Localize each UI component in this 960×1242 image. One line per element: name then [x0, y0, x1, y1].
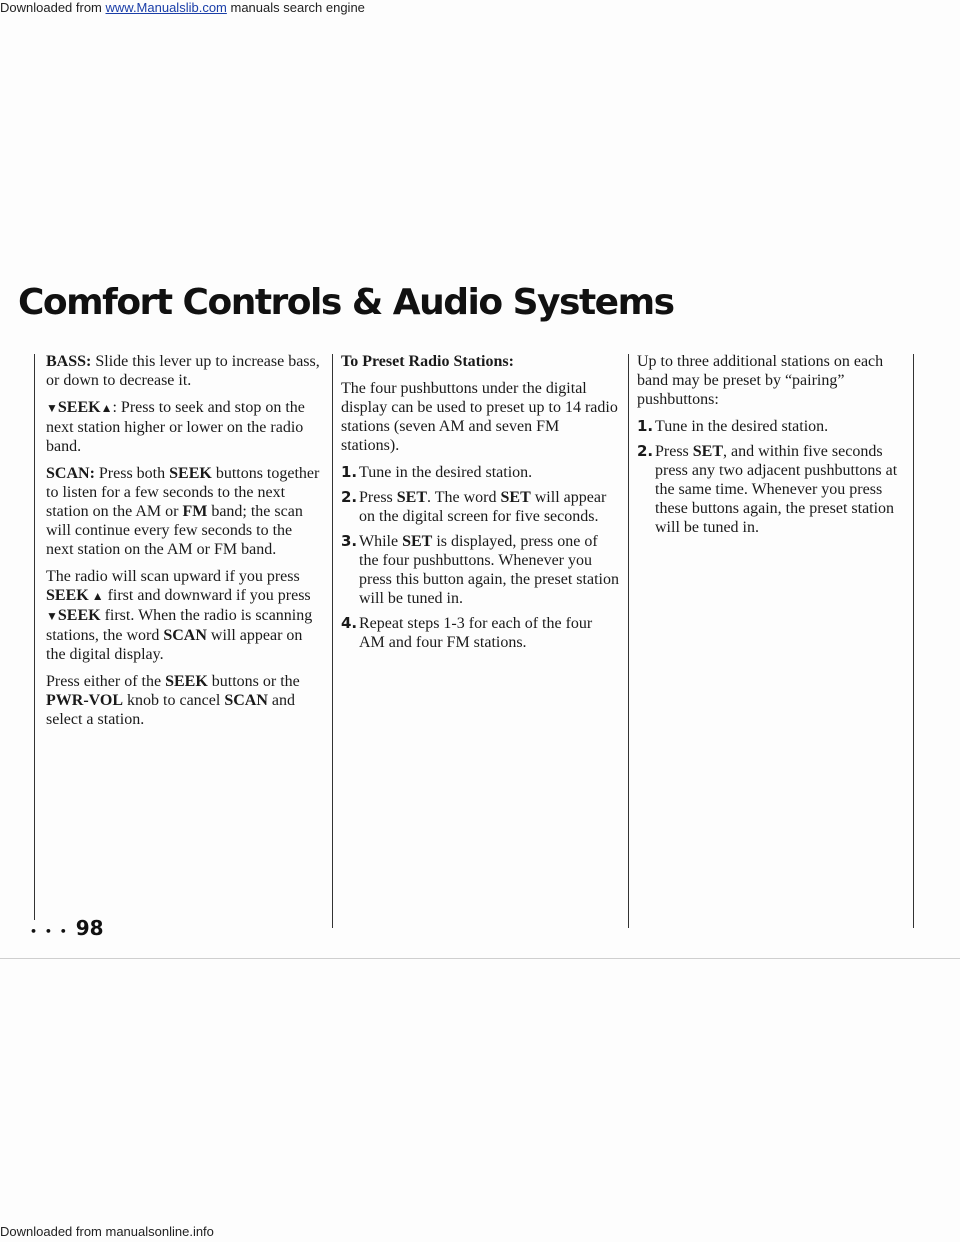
cancel-scan-paragraph: Press either of the SEEK buttons or the PWR-VOL knob to cancel SCAN and select a station.: [46, 673, 300, 728]
column-right: [637, 352, 909, 543]
preset-steps: [341, 463, 621, 652]
page-number: • • • 98: [30, 916, 104, 940]
list-item: 1. Tune in the desired station.: [637, 417, 829, 435]
list-item: 1. Tune in the desired station.: [341, 463, 533, 481]
download-source-header: Downloaded from www.Manualslib.com manuals search engine: [0, 0, 365, 15]
preset-intro: The four pushbuttons under the digital display can be used to preset up to 14 radio stations (seven AM and seven FM stations).: [341, 380, 618, 454]
list-item: 4. Repeat steps 1-3 for each of the four AM and four FM stations.: [341, 614, 593, 651]
page-divider: [0, 958, 960, 959]
column-rule-right-inner: [628, 354, 629, 928]
down-arrow-icon: ▼: [46, 401, 58, 415]
column-rule-right-outer: [913, 354, 914, 928]
preset-heading: To Preset Radio Stations:: [341, 353, 514, 370]
scan-direction-paragraph: The radio will scan upward if you press SEEK ▲ first and downward if you press ▼SEEK first. When the radio is scanning stations, the word SCAN will appear on the digital display.: [46, 568, 313, 663]
up-arrow-icon: ▲: [88, 589, 104, 603]
column-middle: [341, 352, 621, 658]
manualslib-link[interactable]: www.Manualslib.com: [105, 0, 227, 15]
down-arrow-icon: ▼: [46, 609, 58, 623]
pairing-intro: Up to three additional stations on each band may be preset by “pairing” pushbuttons:: [637, 353, 884, 408]
list-item: 3. While SET is displayed, press one of the four pushbuttons. Whenever you press this button again, the preset station will be tuned in.: [341, 532, 619, 607]
up-arrow-icon: ▲: [100, 401, 113, 415]
scan-paragraph: SCAN: Press both SEEK buttons together to listen for a few seconds to the next station on the AM or FM band; the scan will continue every few seconds to the next station on the AM or FM band.: [46, 465, 320, 558]
list-item: 2. Press SET, and within five seconds press any two adjacent pushbuttons at the same time. Whenever you press these buttons again, the preset station will be tuned in.: [637, 442, 898, 536]
column-rule-middle: [332, 354, 333, 928]
bass-paragraph: BASS: Slide this lever up to increase bass, or down to decrease it.: [46, 353, 320, 389]
column-rule-left: [34, 354, 35, 920]
pairing-steps: [637, 417, 909, 537]
column-left: [46, 352, 322, 737]
list-item: 2. Press SET. The word SET will appear on the digital screen for five seconds.: [341, 488, 607, 525]
download-source-footer: Downloaded from manualsonline.info: [0, 1224, 214, 1239]
page-title: Comfort Controls & Audio Systems: [18, 282, 674, 323]
seek-paragraph: ▼SEEK▲: Press to seek and stop on the next station higher or lower on the radio band.: [46, 399, 305, 455]
